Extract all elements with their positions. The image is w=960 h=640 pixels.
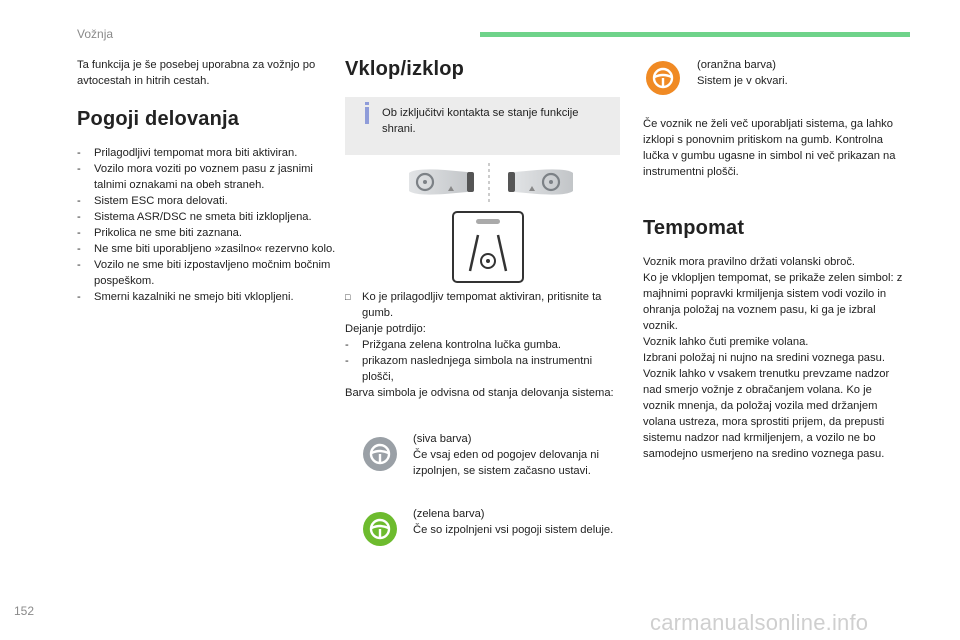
list-item: - Vozilo ne sme biti izpostavljeno močnim bočnim pospeškom. [77, 257, 347, 289]
step-marker-icon: □ [345, 292, 351, 302]
state-grey-title: (siva barva) [413, 433, 472, 445]
intro-text: Ta funkcija je še posebej uporabna za vožnjo po avtocestah in hitrih cestah. [77, 59, 316, 87]
tempomat-paragraph: Ko je vklopljen tempomat, se prikaže zelen simbol: z majhnimi popravki krmiljenja sistem vodi vozilo in ohranja položaj na voznem pasu, ki ga je izbral voznik. [643, 272, 903, 332]
steering-wheel-icon [363, 437, 397, 471]
tempomat-heading: Tempomat [643, 217, 745, 239]
off-text: Če voznik ne želi več uporabljati sistema, ga lahko izklopi s ponovnim pritiskom na gumb. Kontrolna lučka v gumbu ugasne in simbol ni več prikazan na instrumentni plošči. [643, 118, 896, 178]
onoff-heading: Vklop/izklop [345, 58, 465, 80]
state-green-title: (zelena barva) [413, 508, 485, 520]
tempomat-paragraph: Voznik lahko v vsakem trenutku prevzame nadzor nad smerjo vožnje z obračanjem volana. Ko je voznik mnenja, da položaj vozila med držanjem volana ustreza, mora sprostiti prijem, da prepusti sistemu nadzor nad krmiljenjem, a vozilo ne bo samodejno usmerjeno na sredino voznega pasu. [643, 368, 890, 460]
middle-text [345, 289, 620, 401]
steering-wheel-icon [646, 61, 680, 95]
left-column [77, 57, 347, 305]
tempomat-paragraph: Voznik lahko čuti premike volana. [643, 336, 809, 348]
tempomat-body [643, 254, 905, 462]
conditions-list [77, 145, 347, 305]
info-icon [365, 107, 369, 124]
page-number: 152 [14, 604, 35, 618]
steering-controls-illustration [405, 163, 577, 203]
list-item: - Prilagodljivi tempomat mora biti aktiviran. [77, 145, 347, 161]
state-orange-text: Sistem je v okvari. [697, 75, 788, 87]
state-orange [646, 57, 897, 95]
step-text: Ko je prilagodljiv tempomat aktiviran, pritisnite ta gumb. [362, 291, 602, 319]
state-grey [363, 431, 623, 479]
lane-keeping-button-icon [452, 211, 524, 283]
list-item: - Ne sme biti uporabljeno »zasilno« rezervno kolo. [77, 241, 347, 257]
state-green-text: Če so izpolnjeni vsi pogoji sistem deluje. [413, 524, 614, 536]
conditions-heading: Pogoji delovanja [77, 108, 240, 130]
watermark: carmanualsonline.info [650, 610, 869, 635]
state-grey-text: Če vsaj eden od pogojev delovanja ni izpolnjen, se sistem začasno ustavi. [413, 449, 599, 477]
section-title: Vožnja [77, 27, 114, 41]
tempomat-paragraph: Izbrani položaj ni nujno na sredini voznega pasu. [643, 352, 885, 364]
list-item: - Prikolica ne sme biti zaznana. [77, 225, 347, 241]
list-item: - Prižgana zelena kontrolna lučka gumba. [345, 337, 620, 353]
steering-wheel-icon [363, 512, 397, 546]
tempomat-paragraph: Voznik mora pravilno držati volanski obroč. [643, 256, 856, 268]
list-item: - prikazom naslednjega simbola na instrumentni plošči, [345, 353, 620, 385]
list-item: - Sistema ASR/DSC ne smeta biti izklopljena. [77, 209, 347, 225]
list-item: - Smerni kazalniki ne smejo biti vklopljeni. [77, 289, 347, 305]
confirm-list [345, 337, 620, 385]
state-orange-title: (oranžna barva) [697, 59, 776, 71]
info-note [345, 97, 620, 155]
state-green [363, 506, 623, 546]
step-instruction [345, 289, 620, 321]
note-text: Ob izključitvi kontakta se stanje funkcije shrani. [382, 107, 579, 135]
list-item: - Vozilo mora voziti po voznem pasu z jasnimi talnimi oznakami na obeh straneh. [77, 161, 347, 193]
color-intro: Barva simbola je odvisna od stanja delovanja sistema: [345, 387, 614, 399]
right-column [643, 116, 905, 462]
header-accent-bar [480, 32, 910, 37]
list-item: - Sistem ESC mora delovati. [77, 193, 347, 209]
confirm-intro: Dejanje potrdijo: [345, 323, 426, 335]
